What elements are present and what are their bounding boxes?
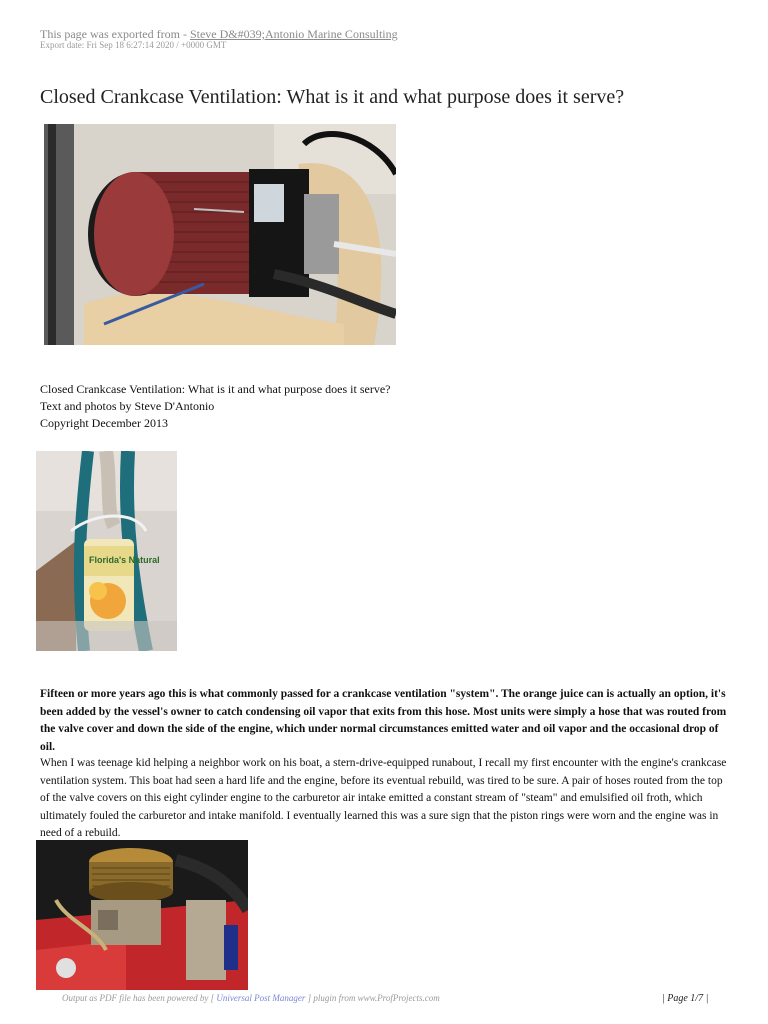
can-label-text: Florida's Natural bbox=[89, 555, 160, 565]
juice-can-photo bbox=[36, 451, 177, 651]
caption-title: Closed Crankcase Ventilation: What is it and what purpose does it serve? bbox=[40, 382, 391, 396]
pdf-footer bbox=[62, 993, 440, 1003]
export-prefix: This page was exported from - bbox=[40, 27, 190, 41]
carburetor-photo bbox=[36, 840, 248, 990]
air-filter-photo bbox=[44, 124, 396, 345]
footer-prefix: Output as PDF file has been powered by [ bbox=[62, 993, 217, 1003]
caption-copyright: Copyright December 2013 bbox=[40, 416, 168, 430]
footer-suffix: ] plugin from www.ProfProjects.com bbox=[305, 993, 440, 1003]
caption-credit: Text and photos by Steve D'Antonio bbox=[40, 399, 215, 413]
page-number: | Page 1/7 | bbox=[662, 993, 709, 1004]
photo-caption bbox=[40, 381, 400, 432]
body-paragraph: When I was teenage kid helping a neighbor work on his boat, a stern-drive-equipped runabout, I recall my first encounter with the engine's crankcase ventilation system. This boat had seen a hard life and the engine, before its eventual rebuild, was tired to be sure. A pair of hoses routed from the top of the valve covers on this eight cylinder engine to the carburetor air intake emitted a constant stream of "steam" and emulsified oil froth, which ultimately fouled the carburetor and intake manifold. I eventually learned this was a sure sign that the piston rings were worn and the engine was in need of a rebuild. bbox=[40, 757, 727, 839]
article-title: Closed Crankcase Ventilation: What is it and what purpose does it serve? bbox=[40, 86, 625, 108]
bold-paragraph: Fifteen or more years ago this is what commonly passed for a crankcase ventilation "system". The orange juice can is actually an option, it's been added by the vessel's owner to catch condensing oil vapor that exits from this hose. Most units were simply a hose that was routed from the valve cover and down the side of the engine, which under normal circumstances emitted water and oil vapor and the occasional drop of oil. bbox=[40, 688, 727, 753]
plugin-link[interactable]: Universal Post Manager bbox=[216, 993, 306, 1003]
site-link[interactable]: Steve D&#039;Antonio Marine Consulting bbox=[189, 27, 398, 41]
export-date: Export date: Fri Sep 18 6:27:14 2020 / +0000 GMT bbox=[40, 40, 227, 50]
